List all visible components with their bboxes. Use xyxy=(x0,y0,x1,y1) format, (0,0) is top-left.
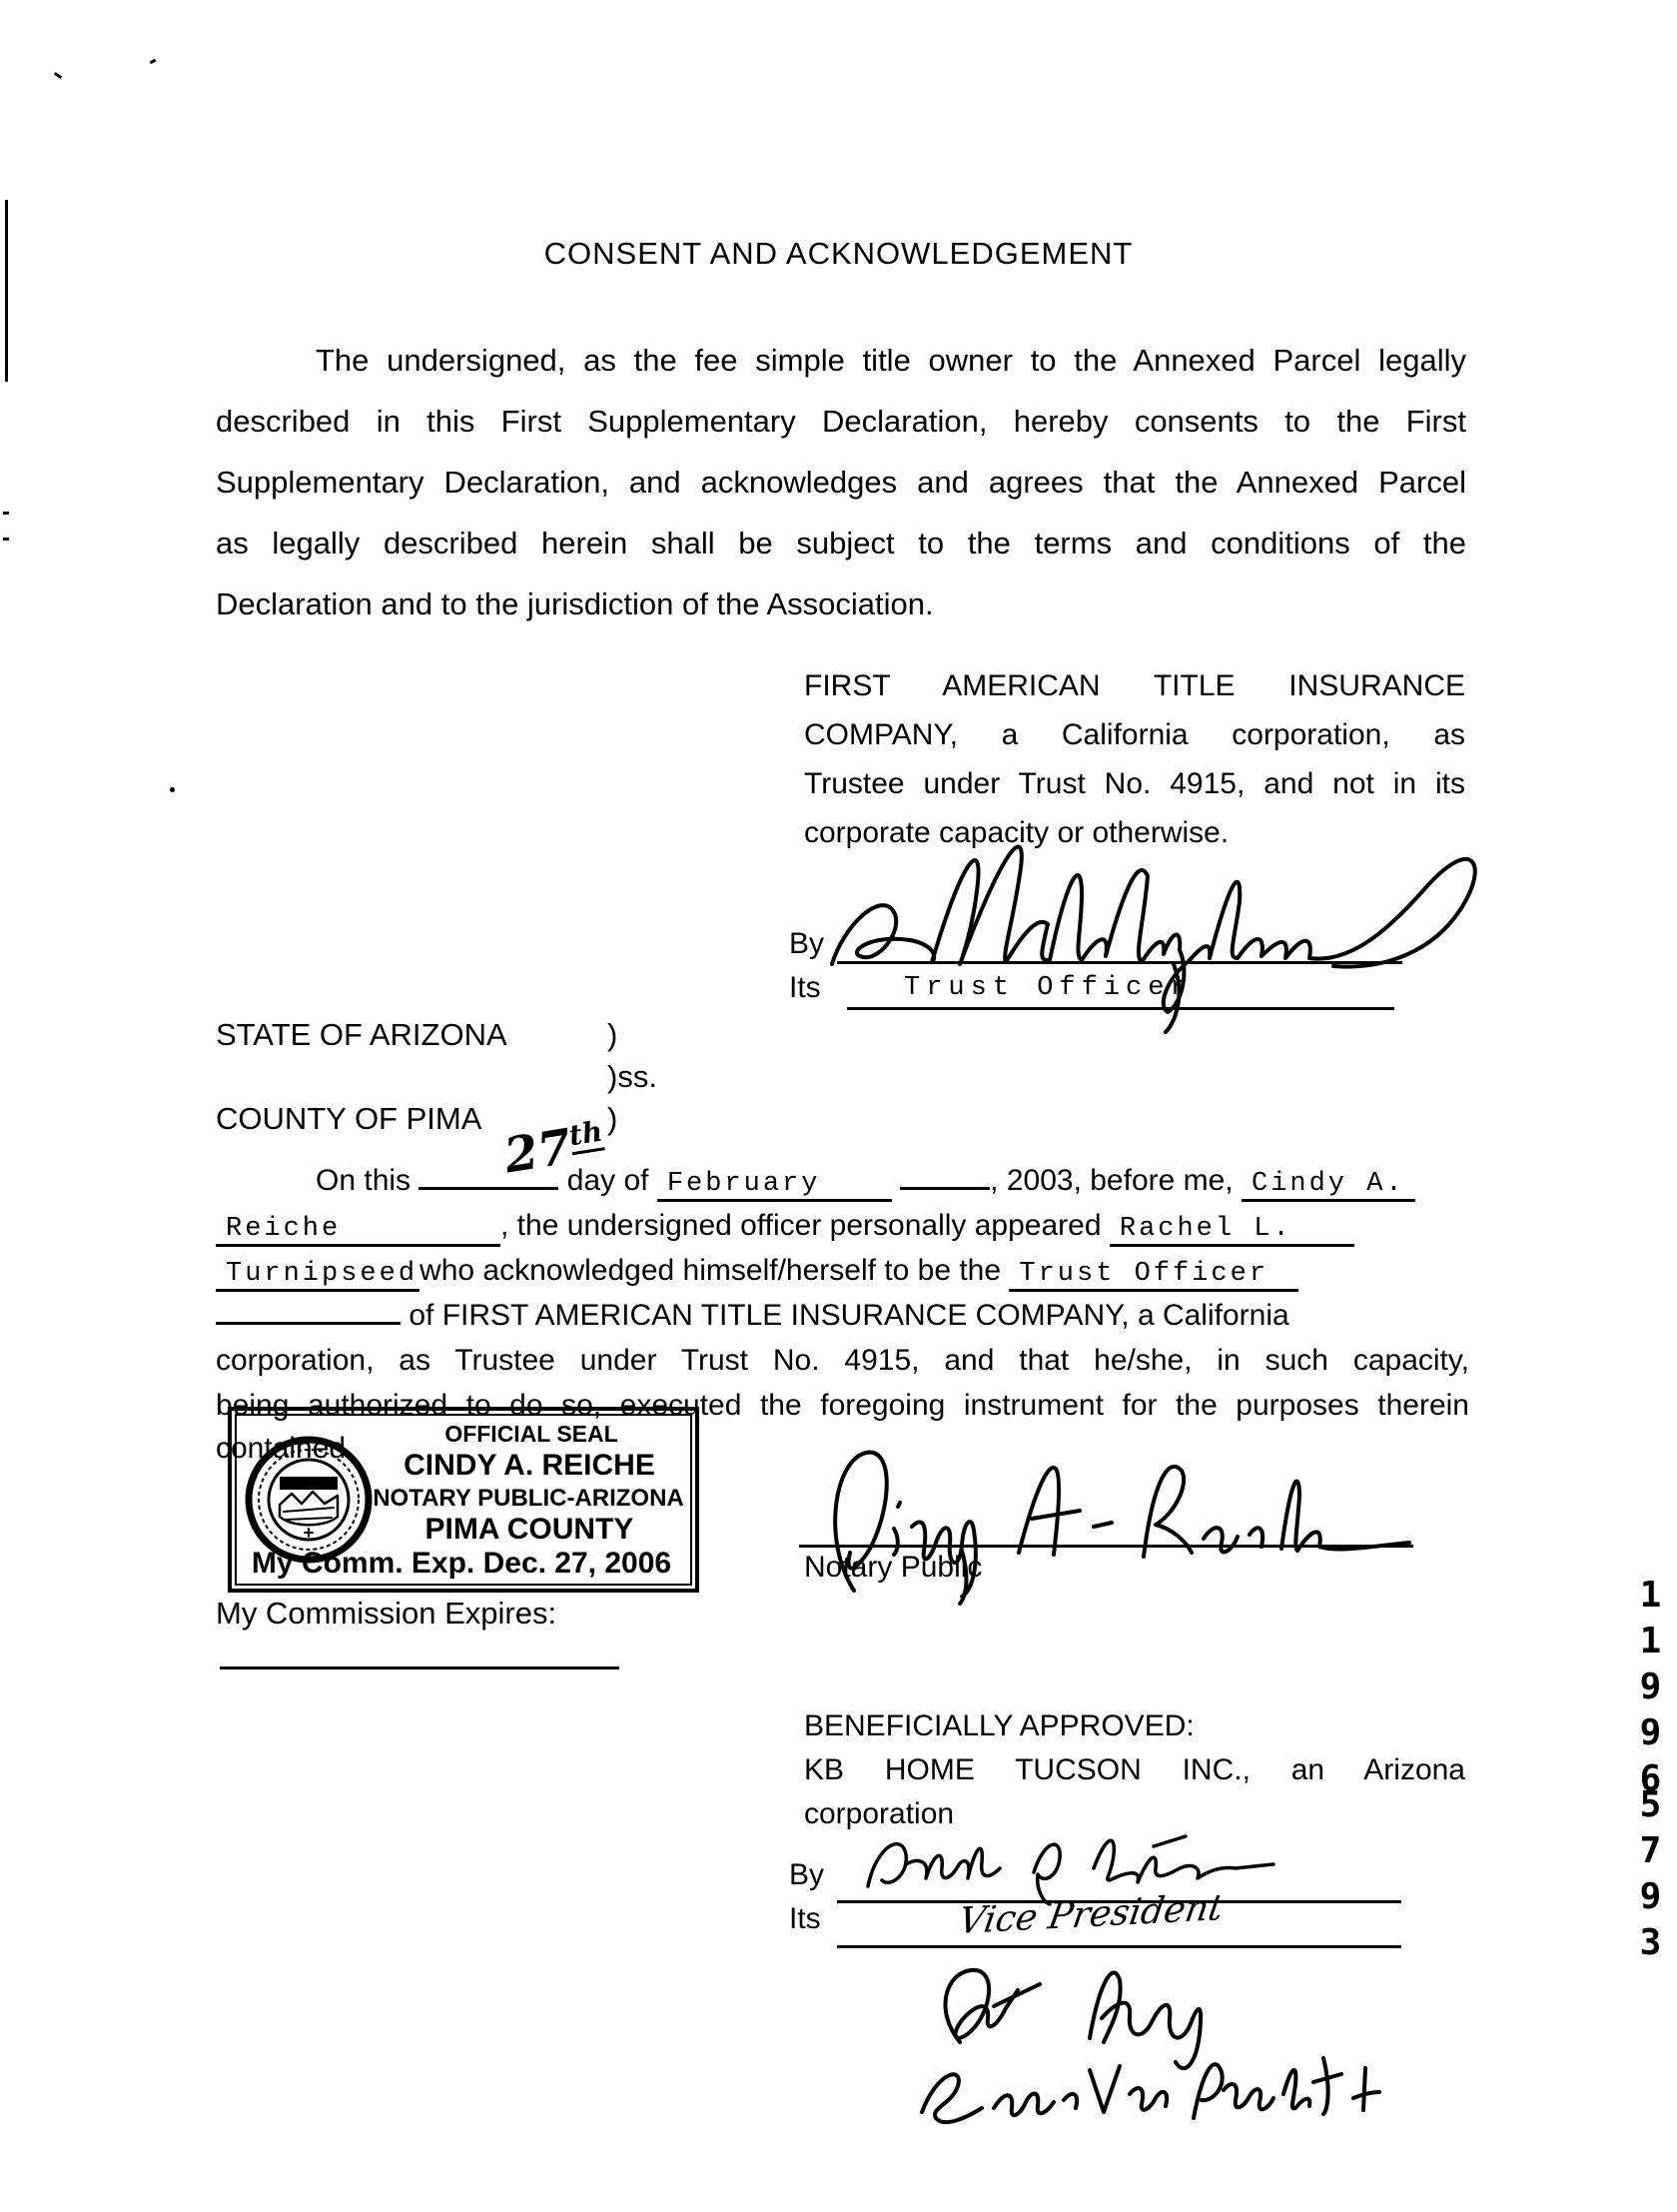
extra-blank xyxy=(900,1187,990,1190)
commission-expires-label: My Commission Expires: xyxy=(216,1596,557,1631)
venue-county: COUNTY OF PIMA xyxy=(216,1101,482,1136)
its-value-1: Trust Officer xyxy=(904,973,1193,1003)
text-line: COMPANY, a California corporation, as xyxy=(804,718,1465,751)
its-label-1: Its xyxy=(789,971,821,1004)
text-line: KB HOME TUCSON INC., an Arizona xyxy=(804,1753,1465,1786)
venue-state: STATE OF ARIZONA xyxy=(216,1017,507,1052)
ack-line-7: contained. xyxy=(216,1432,355,1465)
scan-line-left xyxy=(5,200,8,382)
title-blank: Trust Officer xyxy=(1009,1259,1298,1292)
venue-ss: )ss. xyxy=(607,1059,657,1094)
day-blank xyxy=(419,1187,558,1190)
margin-number-bottom: 5793 xyxy=(1630,1784,1671,1968)
seal-line-official: OFFICIAL SEAL xyxy=(444,1421,618,1447)
state-seal-emblem xyxy=(242,1433,376,1567)
seal-line-name: CINDY A. REICHE xyxy=(404,1449,655,1482)
text-line: BENEFICIALLY APPROVED: xyxy=(804,1709,1195,1742)
its-line-1 xyxy=(847,1007,1394,1010)
venue-paren-bottom: ) xyxy=(607,1101,618,1136)
ack-line-2: Reiche , the undersigned officer personally appeared Rachel L. xyxy=(216,1209,1469,1254)
its-line-2 xyxy=(837,1945,1401,1948)
scan-speck xyxy=(3,512,9,515)
scan-speck xyxy=(150,59,157,65)
its-label-2: Its xyxy=(789,1902,821,1935)
handwritten-day: 27th xyxy=(500,1114,605,1185)
ack-line-4: of FIRST AMERICAN TITLE INSURANCE COMPANY, a California xyxy=(216,1299,1469,1344)
notary-signature-line xyxy=(799,1545,1413,1548)
appeared-name2-blank: Turnipseed xyxy=(216,1259,419,1292)
company-block xyxy=(804,661,1465,857)
text-line: Declaration and to the jurisdiction of the Association. xyxy=(216,586,934,621)
ack-line-3: Turnipseedwho acknowledged himself/herself to be the Trust Officer xyxy=(216,1254,1469,1299)
by-signature-line-1 xyxy=(837,961,1402,964)
senior-vp-signature-image xyxy=(894,1950,1483,2140)
text-line: corporate capacity or otherwise. xyxy=(804,816,1230,849)
text-line: Trustee under Trust No. 4915, and not in its xyxy=(804,767,1465,800)
commission-blank-line xyxy=(220,1666,619,1669)
scan-speck xyxy=(170,787,175,792)
intro-paragraph xyxy=(216,330,1466,634)
text-line: FIRST AMERICAN TITLE INSURANCE xyxy=(804,669,1465,702)
seal-line-expiry: My Comm. Exp. Dec. 27, 2006 xyxy=(251,1547,672,1580)
margin-number-top: 11996 xyxy=(1630,1575,1671,1804)
ack-line-1: On this day of February , 2003, before me, Cindy A. xyxy=(216,1164,1469,1209)
approval-block xyxy=(804,1704,1465,1836)
handwritten-vp-title: Vice President xyxy=(955,1886,1227,1943)
ack-line-6: being authorized to do so, executed the foregoing instrument for the purposes therein xyxy=(216,1389,1469,1422)
venue-paren-top: ) xyxy=(607,1017,618,1052)
text-line: The undersigned, as the fee simple title owner to the Annexed Parcel legally xyxy=(316,343,1466,378)
notary-last-blank: Reiche xyxy=(216,1214,500,1247)
ack-line-5: corporation, as Trustee under Trust No. 4915, and that he/she, in such capacity, xyxy=(216,1344,1469,1377)
seal-line-county: PIMA COUNTY xyxy=(424,1513,634,1546)
notary-first-blank: Cindy A. xyxy=(1242,1169,1415,1202)
by-label-1: By xyxy=(789,927,825,960)
empty-title-blank xyxy=(216,1322,401,1325)
text-line: described in this First Supplementary Declaration, hereby consents to the First xyxy=(216,404,1466,439)
text-line: Supplementary Declaration, and acknowledges and agrees that the Annexed Parcel xyxy=(216,465,1466,500)
by-label-2: By xyxy=(789,1858,825,1891)
text-line: as legally described herein shall be subject to the terms and conditions of the xyxy=(216,526,1466,560)
seal-line-notary: NOTARY PUBLIC-ARIZONA xyxy=(373,1485,684,1512)
page-title: CONSENT AND ACKNOWLEDGEMENT xyxy=(543,236,1134,271)
text-line: corporation xyxy=(804,1797,955,1830)
scan-speck xyxy=(54,72,62,79)
month-blank: February xyxy=(657,1169,892,1202)
notary-public-label: Notary Public xyxy=(804,1551,983,1584)
appeared-name-blank: Rachel L. xyxy=(1110,1214,1354,1247)
scan-speck xyxy=(3,538,9,541)
notary-seal-box xyxy=(228,1407,699,1593)
